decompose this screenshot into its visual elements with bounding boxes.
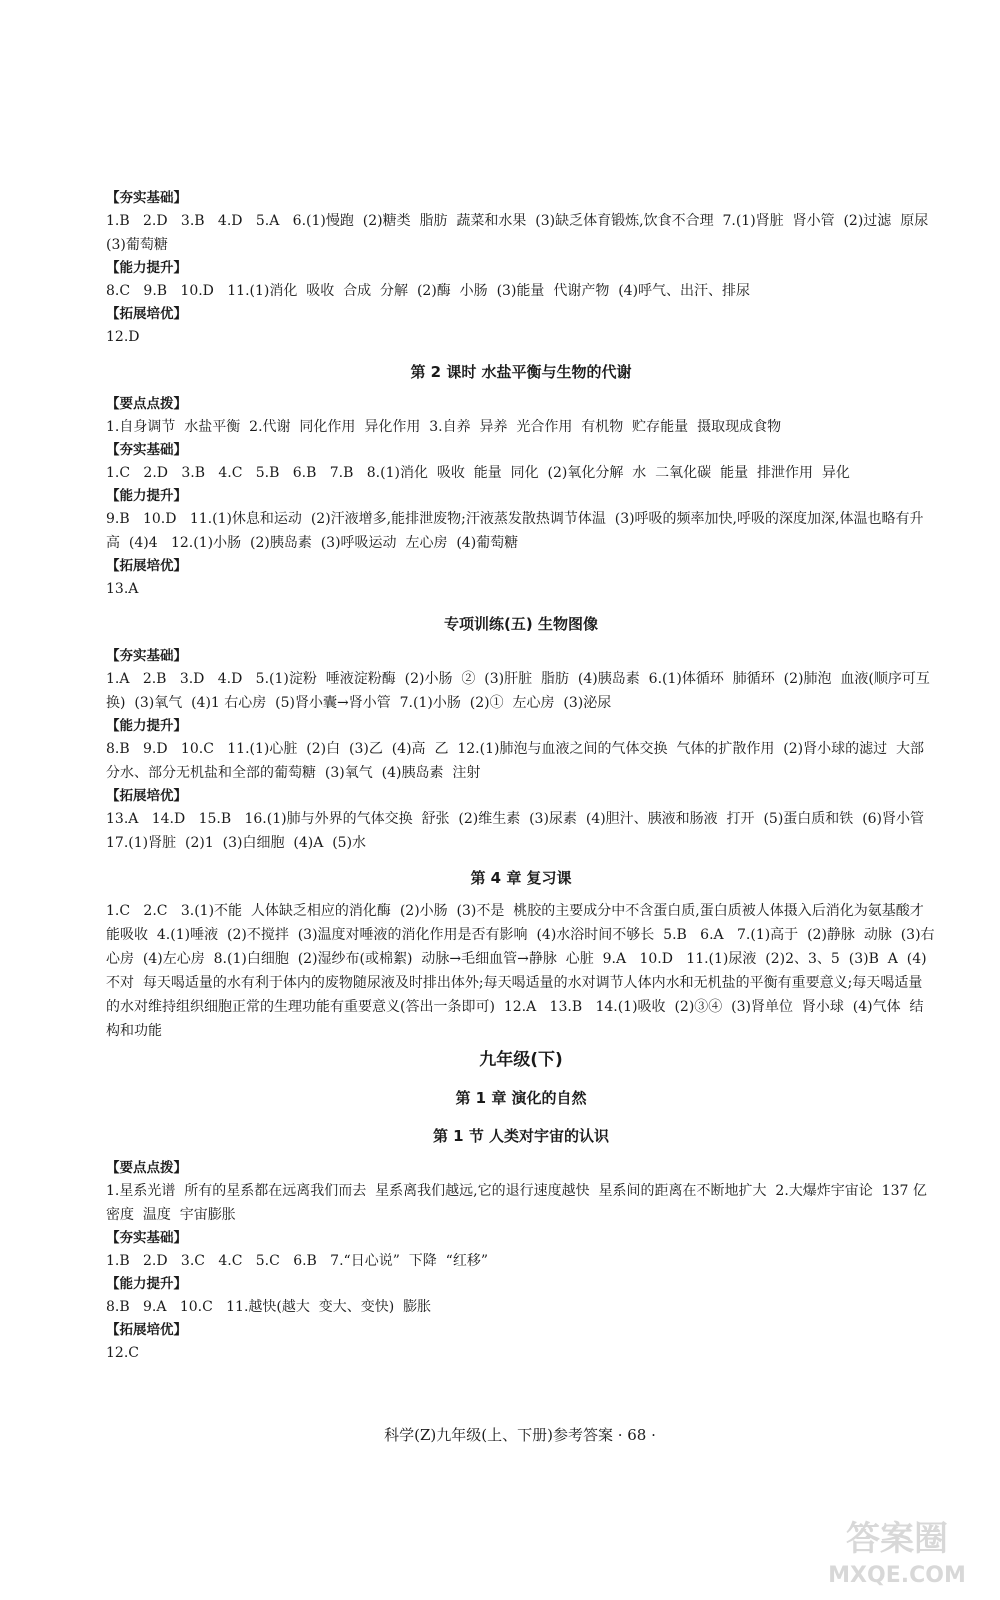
section-label: 【拓展培优】 <box>106 788 187 804</box>
section-title: 第 1 章 演化的自然 <box>455 1089 587 1107</box>
answer-text: 1.星系光谱 所有的星系都在远离我们而去 星系离我们越远,它的退行速度越快 星系间的距离在不断地扩大 2.大爆炸宇宙论 137 亿 密度 温度 宇宙膨胀 <box>106 1183 936 1223</box>
section-label: 【拓展培优】 <box>106 306 187 322</box>
answer-text: 12.D <box>106 329 140 345</box>
section-label: 【要点点拨】 <box>106 396 187 412</box>
answer-content <box>106 187 936 1365</box>
answer-text: 13.A <box>106 581 139 597</box>
section-label: 【夯实基础】 <box>106 442 187 458</box>
answer-text: 1.C 2.D 3.B 4.C 5.B 6.B 7.B 8.(1)消化 吸收 能量 同化 (2)氧化分解 水 二氧化碳 能量 排泄作用 异化 <box>106 465 850 481</box>
section-title: 专项训练(五) 生物图像 <box>444 615 598 633</box>
section-title: 第 1 节 人类对宇宙的认识 <box>432 1127 610 1145</box>
answer-text: 8.B 9.A 10.C 11.越快(越大 变大、变快) 膨胀 <box>106 1299 432 1315</box>
watermark-line2: MXQE.COM <box>828 1563 966 1588</box>
section-label: 【夯实基础】 <box>106 190 187 206</box>
answer-text: 12.C <box>106 1345 139 1361</box>
section-title: 第 2 课时 水盐平衡与生物的代谢 <box>410 363 632 381</box>
answer-text: 1.C 2.C 3.(1)不能 人体缺乏相应的消化酶 (2)小肠 (3)不是 桃胶的主要成分中不含蛋白质,蛋白质被人体摄入后消化为氨基酸才能吸收 4.(1)唾液 (2)不搅拌 (3)温度对唾液的消化作用是否有影响 (4)水浴时间不够长 5.B 6.A 7.(1)高于 (2)静脉 动脉 (3)右心房 (4)左心房 8.(1)白细胞 (2)湿纱布(或棉絮) 动脉→毛细血管→静脉 心脏 9.A 10.D 11.(1)尿液 (2)2、3、5 (3)B A (4)不对 每天喝适量的水有利于体内的废物随尿液及时排出体外;每天喝适量的水对调节人体内水和无机盐的平衡有重要意义;每天喝适量的水对维持组织细胞正常的生理功能有重要意义(答出一条即可) 12.A 13.B 14.(1)吸收 (2)③④ (3)肾单位 肾小球 (4)气体 结构和功能 <box>106 903 935 1039</box>
answer-text: 1.B 2.D 3.B 4.D 5.A 6.(1)慢跑 (2)糖类 脂肪 蔬菜和水果 (3)缺乏体育锻炼,饮食不合理 7.(1)肾脏 肾小管 (2)过滤 原尿 (3)葡萄糖 <box>106 213 938 253</box>
section-label: 【能力提升】 <box>106 718 187 734</box>
section-label: 【能力提升】 <box>106 260 187 276</box>
section-label: 【要点点拨】 <box>106 1160 187 1176</box>
section-title: 第 4 章 复习课 <box>470 869 572 887</box>
section-label: 【夯实基础】 <box>106 1230 187 1246</box>
watermark-line1: 答案圈 <box>846 1519 948 1559</box>
answer-text: 1.自身调节 水盐平衡 2.代谢 同化作用 异化作用 3.自养 异养 光合作用 有机物 贮存能量 摄取现成食物 <box>106 419 782 435</box>
section-label: 【拓展培优】 <box>106 558 187 574</box>
answer-text: 13.A 14.D 15.B 16.(1)肺与外界的气体交换 舒张 (2)维生素 (3)尿素 (4)胆汁、胰液和肠液 打开 (5)蛋白质和铁 (6)肾小管 17.(1)肾脏 (2)1 (3)白细胞 (4)A (5)水 <box>106 811 933 851</box>
watermark-logo <box>812 1510 982 1590</box>
section-label: 【能力提升】 <box>106 488 187 504</box>
answer-text: 1.A 2.B 3.D 4.D 5.(1)淀粉 唾液淀粉酶 (2)小肠 ② (3)肝脏 脂肪 (4)胰岛素 6.(1)体循环 肺循环 (2)肺泡 血液(顺序可互换) (3)氧气 (4)1 右心房 (5)肾小囊→肾小管 7.(1)小肠 (2)① 左心房 (3)泌尿 <box>106 671 930 711</box>
answer-text: 8.C 9.B 10.D 11.(1)消化 吸收 合成 分解 (2)酶 小肠 (3)能量 代谢产物 (4)呼气、出汗、排尿 <box>106 283 751 299</box>
page-footer: 科学(Z)九年级(上、下册)参考答案 · 68 · <box>384 1426 656 1444</box>
section-label: 【能力提升】 <box>106 1276 187 1292</box>
section-label: 【夯实基础】 <box>106 648 187 664</box>
answer-text: 1.B 2.D 3.C 4.C 5.C 6.B 7.“日心说” 下降 “红移” <box>106 1253 488 1269</box>
answer-text: 8.B 9.D 10.C 11.(1)心脏 (2)白 (3)乙 (4)高 乙 12.(1)肺泡与血液之间的气体交换 气体的扩散作用 (2)肾小球的滤过 大部分水、部分无机盐和全部的葡萄糖 (3)氧气 (4)胰岛素 注射 <box>106 741 924 781</box>
grade-title: 九年级(下) <box>479 1050 563 1070</box>
section-label: 【拓展培优】 <box>106 1322 187 1338</box>
answer-text: 9.B 10.D 11.(1)休息和运动 (2)汗液增多,能排泄废物;汗液蒸发散热调节体温 (3)呼吸的频率加快,呼吸的深度加深,体温也略有升高 (4)4 12.(1)小肠 (2)胰岛素 (3)呼吸运动 左心房 (4)葡萄糖 <box>106 511 924 551</box>
